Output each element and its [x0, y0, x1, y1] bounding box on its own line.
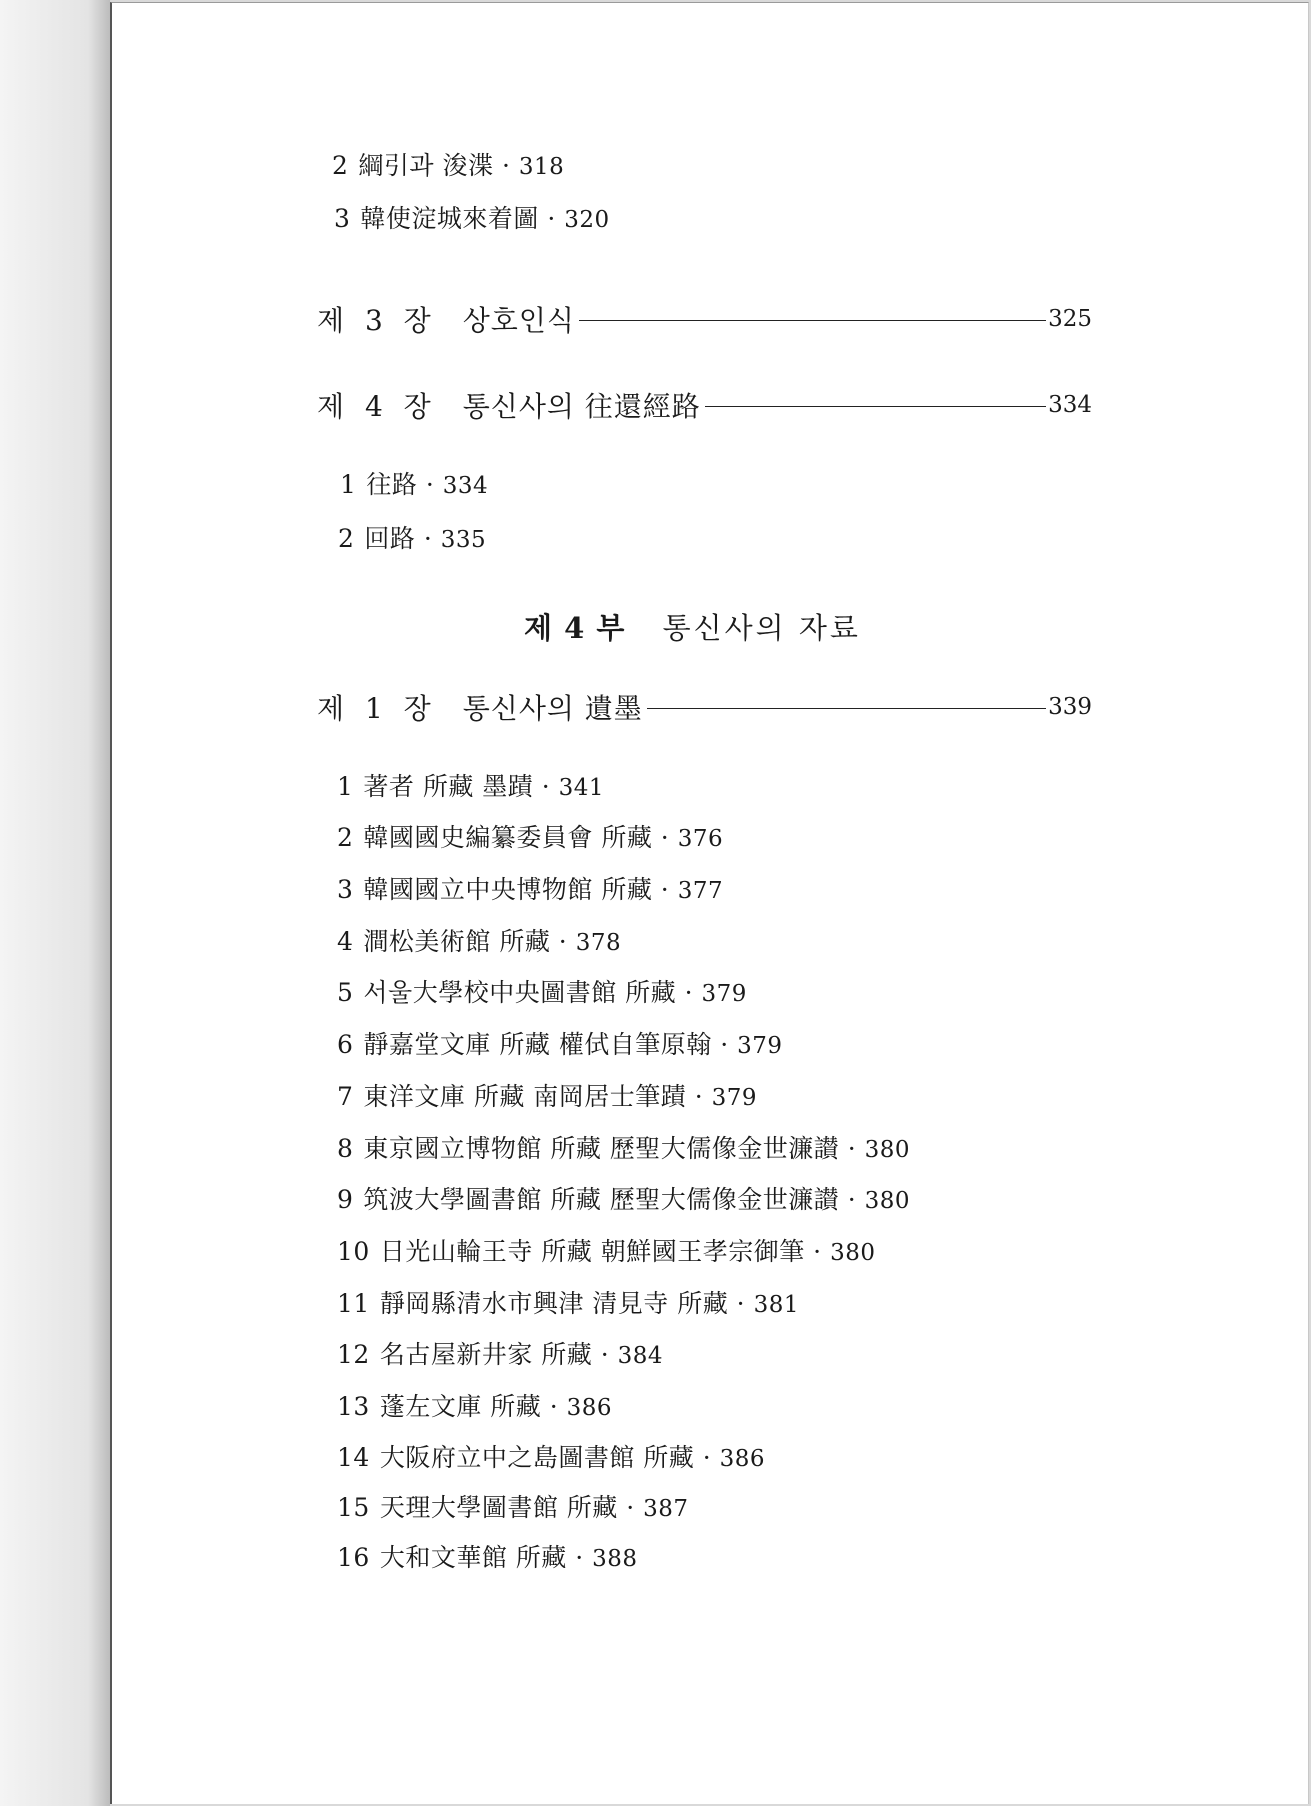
- toc-entry: 2 回路 · 335: [338, 524, 487, 553]
- toc-entry: 16 大和文華館 所藏 · 388: [337, 1543, 638, 1572]
- scan-left-margin: [0, 0, 110, 1806]
- entry-number: 2: [332, 151, 349, 180]
- entry-number: 9: [337, 1185, 354, 1214]
- entry-page: 377: [677, 878, 724, 904]
- entry-number: 12: [337, 1340, 370, 1369]
- toc-entry: 1 著者 所藏 墨蹟 · 341: [337, 772, 605, 801]
- entry-number: 10: [337, 1237, 370, 1266]
- toc-entry: 12 名古屋新井家 所藏 · 384: [337, 1340, 664, 1369]
- chapter-heading: [317, 687, 1092, 727]
- entry-page: 380: [830, 1240, 876, 1266]
- entry-title: 往路: [366, 470, 418, 499]
- chapter-heading: [317, 299, 1092, 339]
- entry-page: 381: [753, 1292, 799, 1318]
- part-title: 통신사의 자료: [662, 611, 861, 645]
- entry-number: 6: [337, 1030, 354, 1059]
- entry-page: 379: [737, 1033, 783, 1059]
- entry-number: 3: [337, 875, 354, 904]
- toc-entry: 2 韓國國史編纂委員會 所藏 · 376: [337, 823, 724, 852]
- entry-title: 筑波大學圖書館 所藏 歷聖大儒像金世濂讃: [363, 1185, 840, 1214]
- entry-page: 320: [564, 207, 610, 233]
- entry-number: 4: [337, 927, 354, 956]
- entry-page: 378: [575, 930, 622, 956]
- entry-title: 韓國國史編纂委員會 所藏: [363, 823, 653, 852]
- toc-entry: 15 天理大學圖書館 所藏 · 387: [337, 1493, 689, 1522]
- toc-entry: 3 韓國國立中央博物館 所藏 · 377: [337, 875, 724, 904]
- entry-title: 靜嘉堂文庫 所藏 權侙自筆原翰: [363, 1030, 712, 1059]
- entry-number: 5: [337, 978, 354, 1007]
- toc-entry: 5 서울大學校中央圖書館 所藏 · 379: [337, 978, 747, 1007]
- entry-page: 386: [719, 1446, 766, 1472]
- entry-number: 2: [338, 524, 355, 553]
- chapter-page: 339: [1048, 694, 1092, 720]
- entry-number: 14: [337, 1443, 370, 1472]
- chapter-label: 제 1 장: [317, 692, 437, 725]
- entry-title: 大阪府立中之島圖書館 所藏: [379, 1443, 695, 1472]
- toc-entry: 1 往路 · 334: [340, 470, 489, 499]
- toc-entry: 3 韓使淀城來着圖 · 320: [334, 204, 610, 233]
- entry-page: 388: [592, 1546, 638, 1572]
- entry-page: 335: [440, 527, 487, 553]
- toc-entry: 9 筑波大學圖書館 所藏 歷聖大儒像金世濂讃 · 380: [337, 1185, 911, 1214]
- entry-title: 靜岡縣清水市興津 清見寺 所藏: [379, 1289, 729, 1318]
- book-page: [110, 2, 1309, 1804]
- entry-title: 綱引과 浚渫: [358, 151, 494, 180]
- entry-title: 서울大學校中央圖書館 所藏: [363, 978, 677, 1007]
- part-label: 제 4 부: [524, 611, 626, 645]
- chapter-title: 상호인식: [462, 304, 575, 337]
- chapter-page: 325: [1048, 306, 1092, 332]
- entry-title: 東京國立博物館 所藏 歷聖大儒像金世濂讃: [363, 1134, 840, 1163]
- entry-title: 澗松美術館 所藏: [363, 927, 551, 956]
- chapter-page: 334: [1048, 392, 1092, 418]
- entry-page: 380: [864, 1137, 911, 1163]
- chapter-title: 통신사의 往還經路: [462, 390, 701, 423]
- entry-number: 3: [334, 204, 351, 233]
- entry-number: 1: [340, 470, 357, 499]
- toc-entry: 6 靜嘉堂文庫 所藏 權侙自筆原翰 · 379: [337, 1030, 783, 1059]
- entry-page: 376: [677, 826, 724, 852]
- part-heading: [524, 606, 861, 647]
- toc-entry: 11 靜岡縣清水市興津 清見寺 所藏 · 381: [337, 1289, 799, 1318]
- toc-entry: 8 東京國立博物館 所藏 歷聖大儒像金世濂讃 · 380: [337, 1134, 911, 1163]
- toc-entry: 13 蓬左文庫 所藏 · 386: [337, 1392, 613, 1421]
- entry-page: 384: [617, 1343, 664, 1369]
- entry-title: 名古屋新井家 所藏: [379, 1340, 593, 1369]
- chapter-label: 제 4 장: [317, 390, 437, 423]
- toc-entry: 2 綱引과 浚渫 · 318: [332, 151, 565, 180]
- entry-page: 387: [643, 1496, 689, 1522]
- entry-title: 大和文華館 所藏: [379, 1543, 567, 1572]
- entry-title: 天理大學圖書館 所藏: [379, 1493, 618, 1522]
- entry-page: 379: [711, 1085, 758, 1111]
- entry-number: 16: [337, 1543, 370, 1572]
- entry-title: 著者 所藏 墨蹟: [363, 772, 534, 801]
- entry-number: 11: [337, 1289, 370, 1318]
- toc-entry: 10 日光山輪王寺 所藏 朝鮮國王孝宗御筆 · 380: [337, 1237, 876, 1266]
- entry-page: 334: [442, 473, 489, 499]
- toc-entry: 4 澗松美術館 所藏 · 378: [337, 927, 622, 956]
- entry-page: 379: [701, 981, 747, 1007]
- entry-number: 8: [337, 1134, 354, 1163]
- chapter-label: 제 3 장: [317, 304, 437, 337]
- dotted-leader: [647, 708, 1046, 709]
- entry-title: 東洋文庫 所藏 南岡居士筆蹟: [363, 1082, 687, 1111]
- entry-title: 蓬左文庫 所藏: [379, 1392, 542, 1421]
- entry-number: 7: [337, 1082, 354, 1111]
- dotted-leader: [579, 320, 1046, 321]
- dotted-leader: [705, 406, 1046, 407]
- toc-entry: 7 東洋文庫 所藏 南岡居士筆蹟 · 379: [337, 1082, 758, 1111]
- toc-entry: 14 大阪府立中之島圖書館 所藏 · 386: [337, 1443, 766, 1472]
- chapter-title: 통신사의 遺墨: [462, 692, 643, 725]
- entry-title: 韓使淀城來着圖: [360, 204, 539, 233]
- entry-number: 1: [337, 772, 354, 801]
- entry-page: 380: [864, 1188, 911, 1214]
- entry-page: 386: [566, 1395, 613, 1421]
- entry-number: 15: [337, 1493, 370, 1522]
- entry-page: 318: [518, 154, 565, 180]
- chapter-heading: [317, 385, 1092, 425]
- entry-title: 日光山輪王寺 所藏 朝鮮國王孝宗御筆: [379, 1237, 805, 1266]
- entry-page: 341: [558, 775, 605, 801]
- entry-title: 韓國國立中央博物館 所藏: [363, 875, 653, 904]
- entry-title: 回路: [364, 524, 416, 553]
- entry-number: 2: [337, 823, 354, 852]
- entry-number: 13: [337, 1392, 370, 1421]
